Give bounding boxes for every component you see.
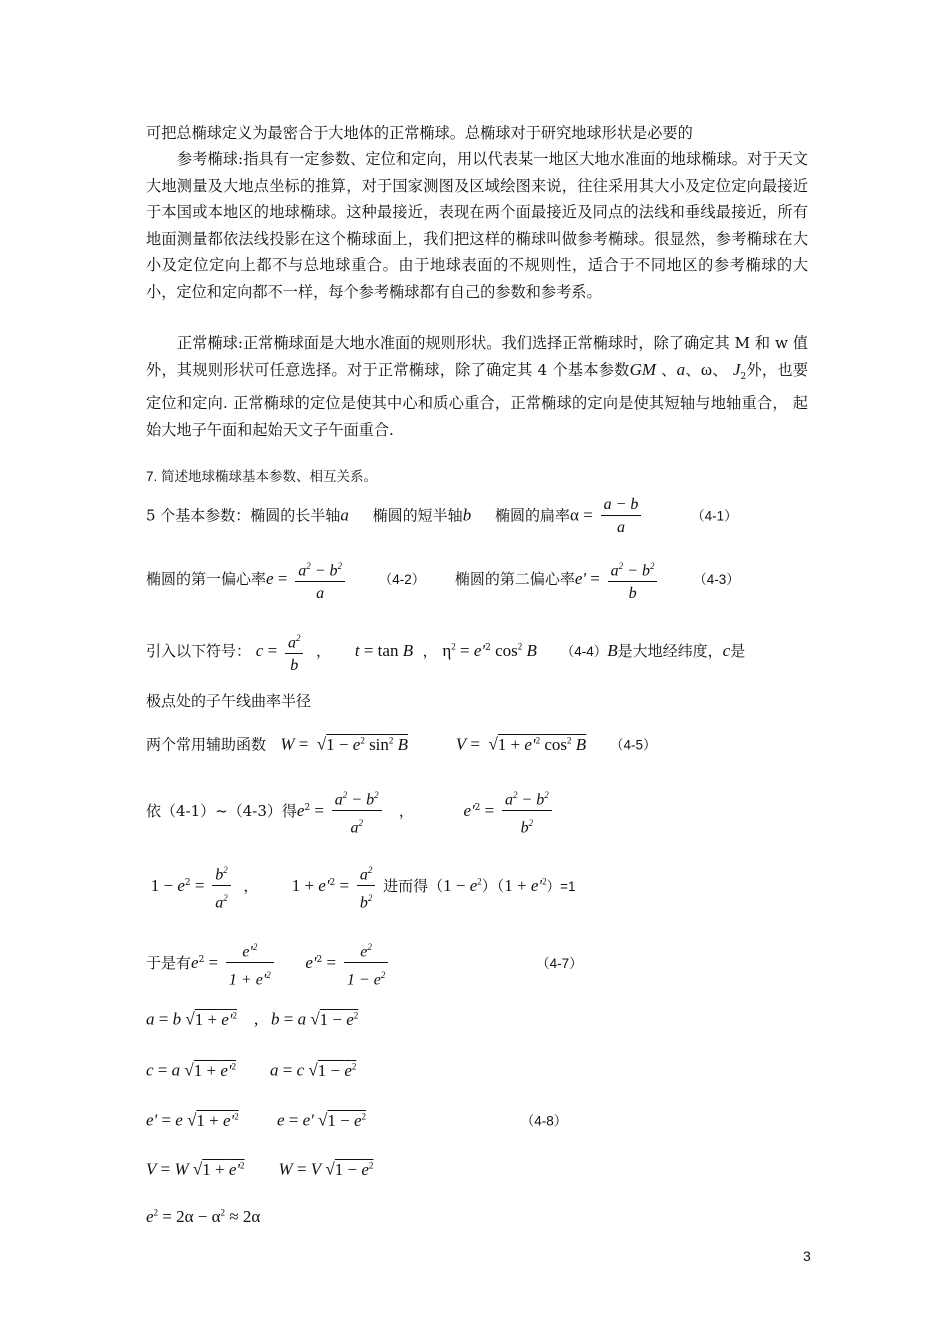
derivation-line: 依（4-1）~（4-3）得$e^2$ = $\frac{a^2 - b^2}{a^2}$ ， $e'^2$ = $\frac{a^2 - b^2}{b^2}$ [146,785,555,839]
aux-functions-line: 两个常用辅助函数 $W = √1 - e^2$ $\sin^2 B$ $V = √1 + e'^2$ $\cos^2 B$ （4-5） [146,734,657,754]
equation-vw: V = W $√1 + e'^2$ W = V $√1 - e^2$ [146,1159,374,1179]
section-7-heading: 7. 简述地球椭球基本参数、相互关系。 [146,469,378,484]
equation-ab: a = b $√1 + e'^2$ , b = a $√1 - e^2$ [146,1009,359,1029]
paragraph-reference-ellipsoid: 参考椭球:指具有一定参数、定位和定向，用以代表某一地区大地水准面的地球椭球。对于天文大地测量及大地点坐标的推算，对于国家测图及区域绘图来说，往往采用其大小及定位定向最接近于本国或本地区的地球椭球。这种最接近，表现在两个面最接近及同点的法线和垂线最接近，所有地面测量都依法线投影在这个椭球面上，我们把这样的椭球叫做参考椭球。很显然，参考椭球在大小及定位定向上都不与总地球重合。由于地球表面的不规则性，适合于不同地区的参考椭球的大小，定位和定向都不一样，每个参考椭球都有自己的参数和参考系。 [146,150,808,301]
paragraph-normal-ellipsoid: 正常椭球:正常椭球面是大地水准面的规则形状。我们选择正常椭球时，除了确定其 M 和 w 值外，其规则形状可任意选择。对于正常椭球，除了确定其 4 个基本参数GM 、a、ω、 $J_2$外，也要定位和定向. 正常椭球的定位是使其中心和质心重合，正常椭球的定向是使其短轴与地轴重合， 起始大地子午面和起始天文子午面重合. [146,334,809,439]
identity-line: $1 - e^2$ = $\frac{b^2}{a^2}$ ， $1 + e'^2$ = $\frac{a^2}{b^2}$ 进而得$(1 - e^2)(1 + e'^2)=1$ [150,865,576,912]
equation-ee: e' = e $√1 + e'^2$ e = e' $√1 - e^2$ （4-8） [146,1110,568,1130]
page-number: 3 [803,1248,811,1264]
normal-ellipsoid-text: 正常椭球:正常椭球面是大地水准面的规则形状。我们选择正常椭球时，除了确定其 M 和 w 值外，其规则形状可任意选择。对于正常椭球，除了确定其 4 个基本参数 [146,334,808,379]
relation-line: 于是有$e^2$ = $\frac{e'^2}{1 + e'^2}$ $e'^2$ = $\frac{e^2}{1 - e^2}$ （4-7） [146,942,583,989]
normal-ellipsoid-text-2: 外，也要定位和定向. 正常椭球的定位是使其中心和质心重合，正常椭球的定向是使其短轴与地轴重合， 起始大地子午面和起始天文子午面重合. [146,360,809,439]
eccentricity-line: 椭圆的第一偏心率e = $\frac{a^2 - b^2}{a}$ （4-2） 椭圆的第二偏心率e' = $\frac{a^2 - b^2}{b}$ （4-3） [146,561,740,603]
equation-ca: c = a $√1 + e'^2$ a = c $√1 - e^2$ [146,1060,357,1080]
five-params-line: 5 个基本参数：椭圆的长半轴a 椭圆的短半轴b 椭圆的扁率α = $\frac{a - b}{a}$ （4-1） [146,496,738,536]
equation-e-alpha: $e^2 = 2\alpha - \alpha^2 \approx 2\alpha$ [146,1206,261,1226]
symbols-line: 引入以下符号： c = $\frac{a^2}{b}$ ， t = tan B ， $\eta^2 = e'^2$ $\cos^2 B$ （4-4）B是大地经纬度，c是 [146,633,746,675]
paragraph-total-ellipsoid: 可把总椭球定义为最密合于大地体的正常椭球。总椭球对于研究地球形状是必要的 [146,124,693,142]
meridian-radius-line: 极点处的子午线曲率半径 [146,692,312,710]
